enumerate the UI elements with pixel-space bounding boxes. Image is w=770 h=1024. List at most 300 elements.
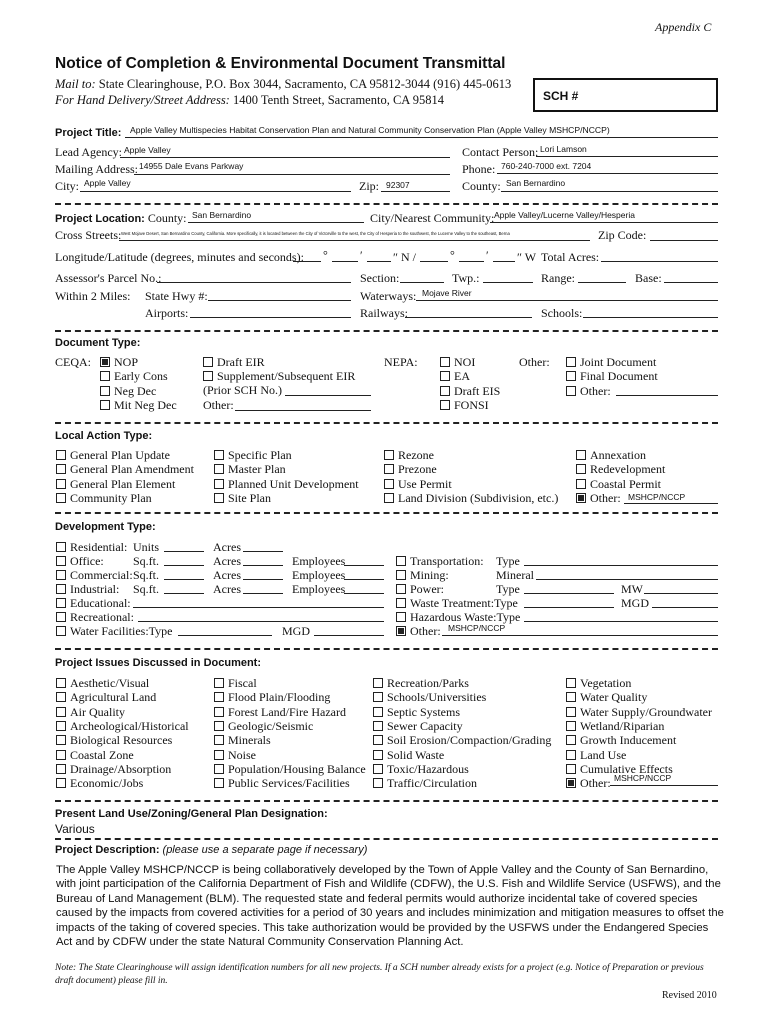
power-type-line[interactable] [524, 593, 614, 594]
sch-number-box[interactable] [533, 78, 718, 112]
mining-checkbox[interactable] [396, 570, 406, 580]
mailing-address-line [134, 174, 450, 175]
prezone-label: Prezone [398, 462, 437, 477]
industrial-employees-label: Employees [292, 582, 346, 596]
water-facilities-label: Water Facilities:Type [70, 624, 173, 638]
growth-inducement-label: Growth Inducement [580, 733, 677, 748]
solid-waste-checkbox[interactable] [373, 750, 383, 760]
residential-checkbox[interactable] [56, 542, 66, 552]
biological-resources-checkbox[interactable] [56, 735, 66, 745]
base-line[interactable] [664, 282, 718, 283]
land-use-checkbox[interactable] [566, 750, 576, 760]
office-sqft-label: Sq.ft. [133, 554, 160, 568]
recreational-line[interactable] [138, 621, 384, 622]
office-checkbox[interactable] [56, 556, 66, 566]
mit-neg-dec-checkbox[interactable] [100, 400, 110, 410]
wetland-riparian-checkbox[interactable] [566, 721, 576, 731]
air-quality-checkbox[interactable] [56, 707, 66, 717]
water-mgd-line[interactable] [314, 635, 384, 636]
soil-erosion-compaction-grading-label: Soil Erosion/Compaction/Grading [387, 733, 552, 748]
lat-deg-line[interactable] [293, 261, 321, 262]
city-label: City: [55, 179, 80, 193]
issues-other-line [610, 785, 718, 786]
minerals-label: Minerals [228, 733, 271, 748]
zip-value[interactable]: 92307 [386, 180, 410, 190]
rezone-checkbox[interactable] [384, 450, 394, 460]
industrial-label: Industrial: [70, 582, 120, 596]
hand-delivery-line [55, 93, 444, 108]
units-line[interactable] [164, 551, 204, 552]
project-title-value[interactable]: Apple Valley Multispecies Habitat Conservation Plan and Natural Community Conservation Plan (Apple Valley MSHCP/NCCP) [130, 125, 610, 135]
biological-resources-label: Biological Resources [70, 733, 173, 748]
waste-treatment-checkbox[interactable] [396, 598, 406, 608]
vegetation-checkbox[interactable] [566, 678, 576, 688]
apn-label: Assessor's Parcel No.: [55, 271, 162, 285]
project-location-row [55, 211, 187, 226]
contact-person-label: Contact Person: [462, 145, 539, 159]
agricultural-land-label: Agricultural Land [70, 690, 157, 705]
fiscal-label: Fiscal [228, 676, 257, 690]
final-document-checkbox[interactable] [566, 371, 576, 381]
office-acres-label: Acres [213, 554, 241, 568]
zip-line [381, 191, 450, 192]
annexation-label: Annexation [590, 448, 646, 462]
public-services-facilities-label: Public Services/Facilities [228, 776, 350, 791]
specific-plan-label: Specific Plan [228, 448, 292, 462]
economic-jobs-checkbox[interactable] [56, 778, 66, 788]
archeological-historical-label: Archeological/Historical [70, 718, 189, 733]
general-plan-update-checkbox[interactable] [56, 450, 66, 460]
water-mgd-label: MGD [282, 624, 311, 638]
office-acres-line[interactable] [243, 565, 283, 566]
recreation-parks-label: Recreation/Parks [387, 676, 469, 690]
doc-other-line[interactable] [616, 395, 718, 396]
planned-unit-development-label: Planned Unit Development [228, 476, 359, 491]
community-value[interactable]: Apple Valley/Lucerne Valley/Hesperia [494, 210, 635, 220]
sewer-capacity-checkbox[interactable] [373, 721, 383, 731]
residential-acres-label: Acres [213, 540, 241, 554]
form-title: Notice of Completion & Environmental Document Transmittal [55, 55, 506, 72]
rezone-label: Rezone [398, 448, 434, 462]
waterways-value[interactable]: Mojave River [422, 288, 472, 298]
office-employees-label: Employees [292, 554, 346, 568]
zip-code-line [650, 240, 718, 241]
appendix-label: Appendix C [655, 20, 712, 34]
power-checkbox[interactable] [396, 584, 406, 594]
industrial-sqft-line[interactable] [164, 593, 204, 594]
mit-neg-dec-label: Mit Neg Dec [114, 397, 177, 412]
contact-person-value[interactable]: Lori Lamson [540, 144, 587, 154]
apn-line[interactable] [157, 282, 351, 283]
growth-inducement-checkbox[interactable] [566, 735, 576, 745]
early-cons-checkbox[interactable] [100, 371, 110, 381]
base-label: Base: [635, 271, 662, 285]
agricultural-land-checkbox[interactable] [56, 692, 66, 702]
mail-to-line [55, 77, 511, 92]
toxic-hazardous-checkbox[interactable] [373, 764, 383, 774]
joint-document-checkbox[interactable] [566, 357, 576, 367]
land-division-subdivision-etc-checkbox[interactable] [384, 493, 394, 503]
airports-label: Airports: [145, 306, 189, 320]
commercial-employees-label: Employees [292, 568, 346, 582]
mailing-address-label: Mailing Address: [55, 162, 138, 176]
long-deg-symbol: ° [450, 248, 455, 262]
cumulative-effects-checkbox[interactable] [566, 764, 576, 774]
section-divider [55, 648, 718, 650]
industrial-sqft-label: Sq.ft. [133, 582, 160, 596]
county-value[interactable]: San Bernardino [506, 178, 566, 188]
noise-checkbox[interactable] [214, 750, 224, 760]
section-divider [55, 330, 718, 332]
commercial-acres-label: Acres [213, 568, 241, 582]
cross-streets-label: Cross Streets: [55, 228, 122, 242]
hazardous-waste-checkbox[interactable] [396, 612, 406, 622]
power-type-label: Type [496, 582, 520, 596]
general-plan-amendment-checkbox[interactable] [56, 464, 66, 474]
waterways-line [416, 300, 718, 301]
joint-document-label: Joint Document [580, 355, 657, 369]
ceqa-other-label: Other: [203, 398, 234, 412]
wetland-riparian-label: Wetland/Riparian [580, 718, 665, 733]
general-plan-update-label: General Plan Update [70, 448, 170, 462]
project-description-row [55, 842, 367, 857]
hazardous-waste-label: Hazardous Waste:Type [410, 610, 521, 624]
draft-eis-checkbox[interactable] [440, 386, 450, 396]
long-deg-line[interactable] [420, 261, 448, 262]
residential-acres-line[interactable] [243, 551, 283, 552]
ea-label: EA [454, 369, 470, 384]
annexation-checkbox[interactable] [576, 450, 586, 460]
nepa-label: NEPA: [384, 355, 418, 369]
long-sec-w: ″ W [517, 250, 537, 264]
project-description-text[interactable]: The Apple Valley MSHCP/NCCP is being collaboratively developed by the Town of Apple Valley and the County of San Bernardino, with joint participation of the California Department of Fish and Wildlife (CDFW), the U.S. Fish and Wildlife Service (USFWS), and the Bureau of Land Management (BLM). The requested state and federal permits would authorize incidental take of covered species caused by the impacts from covered activities for a period of 30 years and includes minimization and mitigation measures to offset the impacts of the taking of covered species. This take authorization would be provided by the USFWS under the Endangered Species Act and by CDFW under the state Natural Community Conservation Planning Act. [56, 864, 724, 949]
early-cons-label: Early Cons [114, 369, 168, 384]
city-value[interactable]: Apple Valley [84, 178, 131, 188]
master-plan-label: Master Plan [228, 462, 286, 477]
general-plan-element-checkbox[interactable] [56, 479, 66, 489]
office-label: Office: [70, 554, 104, 568]
coastal-permit-label: Coastal Permit [590, 476, 661, 491]
phone-line [497, 173, 718, 174]
traffic-circulation-checkbox[interactable] [373, 778, 383, 788]
commercial-label: Commercial: [70, 568, 133, 582]
airports-line[interactable] [190, 317, 351, 318]
commercial-employees-line[interactable] [344, 579, 384, 580]
total-acres-line[interactable] [601, 261, 718, 262]
lat-deg-symbol: ° [323, 248, 328, 262]
land-use-header: Present Land Use/Zoning/General Plan Designation: [55, 808, 328, 820]
section-label: Section: [360, 271, 400, 285]
economic-jobs-label: Economic/Jobs [70, 776, 144, 791]
forest-land-fire-hazard-label: Forest Land/Fire Hazard [228, 704, 346, 719]
within-2-miles-label: Within 2 Miles: [55, 289, 131, 303]
public-services-facilities-checkbox[interactable] [214, 778, 224, 788]
drainage-absorption-checkbox[interactable] [56, 764, 66, 774]
use-permit-label: Use Permit [398, 476, 452, 491]
recreational-label: Recreational: [70, 610, 134, 624]
development-other-checkbox[interactable] [396, 626, 406, 636]
hand-delivery-address: 1400 Tenth Street, Sacramento, CA 95814 [232, 93, 445, 107]
noise-label: Noise [228, 747, 256, 762]
document-type-header: Document Type: [55, 337, 141, 349]
project-title-label: Project Title: [55, 127, 122, 139]
cumulative-effects-label: Cumulative Effects [580, 761, 673, 776]
schools-universities-label: Schools/Universities [387, 690, 487, 705]
coastal-zone-label: Coastal Zone [70, 747, 134, 762]
solid-waste-label: Solid Waste [387, 747, 445, 762]
section-divider [55, 512, 718, 514]
population-housing-balance-label: Population/Housing Balance [228, 761, 366, 776]
section-divider [55, 422, 718, 424]
transportation-type-label: Type [496, 554, 520, 568]
industrial-employees-line[interactable] [344, 593, 384, 594]
land-use-label: Land Use [580, 747, 627, 762]
air-quality-label: Air Quality [70, 704, 125, 719]
schools-label: Schools: [541, 306, 583, 320]
location-county-line [188, 222, 364, 223]
archeological-historical-checkbox[interactable] [56, 721, 66, 731]
septic-systems-label: Septic Systems [387, 704, 461, 719]
community-plan-checkbox[interactable] [56, 493, 66, 503]
long-min-symbol: ′ [486, 248, 489, 262]
fonsi-checkbox[interactable] [440, 400, 450, 410]
minerals-checkbox[interactable] [214, 735, 224, 745]
supplement-subsequent-eir-label: Supplement/Subsequent EIR [217, 369, 356, 384]
commercial-sqft-label: Sq.ft. [133, 568, 160, 582]
state-hwy-label: State Hwy #: [145, 289, 208, 303]
transportation-type-line[interactable] [524, 565, 718, 566]
geologic-seismic-label: Geologic/Seismic [228, 718, 314, 733]
long-sec-line[interactable] [493, 261, 515, 262]
land-use-value[interactable]: Various [55, 822, 95, 836]
city-line [80, 191, 351, 192]
draft-eir-label: Draft EIR [217, 355, 265, 369]
section-divider [55, 203, 718, 205]
septic-systems-checkbox[interactable] [373, 707, 383, 717]
revised-label: Revised 2010 [662, 990, 717, 1001]
development-other-value[interactable]: MSHCP/NCCP [448, 623, 506, 633]
coastal-permit-checkbox[interactable] [576, 479, 586, 489]
planned-unit-development-checkbox[interactable] [214, 479, 224, 489]
mw-label: MW [621, 582, 643, 596]
zip-code-label: Zip Code: [598, 228, 647, 242]
development-other-label: Other: [410, 624, 441, 638]
neg-dec-checkbox[interactable] [100, 386, 110, 396]
office-sqft-line[interactable] [164, 565, 204, 566]
mw-line[interactable] [644, 593, 718, 594]
other-label: Other: [580, 383, 611, 398]
waterways-label: Waterways: [360, 289, 417, 303]
phone-label: Phone: [462, 162, 496, 176]
water-quality-checkbox[interactable] [566, 692, 576, 702]
phone-value[interactable]: 760-240-7000 ext. 7204 [501, 161, 592, 171]
other-label: Other: [580, 776, 611, 791]
cross-streets-value[interactable]: West Mojave Desert, San Bernardino County, California. More specifically, it is located between the City of Victorville to the west, the City of Hesperia to the southwest, the Lucerne Valley to the southeast, Berna [121, 231, 510, 236]
development-type-header: Development Type: [55, 521, 156, 533]
mailing-address-value[interactable]: 14955 Dale Evans Parkway [139, 161, 244, 171]
office-employees-line[interactable] [344, 565, 384, 566]
master-plan-checkbox[interactable] [214, 464, 224, 474]
aesthetic-visual-label: Aesthetic/Visual [70, 676, 150, 690]
redevelopment-checkbox[interactable] [576, 464, 586, 474]
draft-eir-checkbox[interactable] [203, 357, 213, 367]
vegetation-label: Vegetation [580, 676, 632, 690]
transportation-checkbox[interactable] [396, 556, 406, 566]
noi-checkbox[interactable] [440, 357, 450, 367]
prezone-checkbox[interactable] [384, 464, 394, 474]
state-hwy-line[interactable] [208, 300, 351, 301]
other-checkbox[interactable] [576, 493, 586, 503]
water-facilities-line[interactable] [178, 635, 272, 636]
ceqa-label: CEQA: [55, 355, 91, 369]
supplement-subsequent-eir-checkbox[interactable] [203, 371, 213, 381]
site-plan-checkbox[interactable] [214, 493, 224, 503]
total-acres-label: Total Acres: [541, 250, 600, 264]
noi-label: NOI [454, 355, 476, 369]
project-location-header: Project Location: [55, 213, 145, 225]
long-min-line[interactable] [459, 261, 484, 262]
sch-label: SCH # [543, 89, 579, 103]
waste-mgd-line[interactable] [652, 607, 718, 608]
mineral-line[interactable] [536, 579, 718, 580]
community-plan-label: Community Plan [70, 490, 152, 505]
forest-land-fire-hazard-checkbox[interactable] [214, 707, 224, 717]
water-supply-groundwater-label: Water Supply/Groundwater [580, 704, 712, 719]
ea-checkbox[interactable] [440, 371, 450, 381]
ceqa-other-line[interactable] [235, 410, 371, 411]
power-label: Power: [410, 582, 444, 596]
aesthetic-visual-checkbox[interactable] [56, 678, 66, 688]
water-facilities-checkbox[interactable] [56, 626, 66, 636]
lead-agency-line [120, 157, 450, 158]
fonsi-label: FONSI [454, 397, 489, 412]
county-label: County: [462, 179, 501, 193]
residential-label: Residential: [70, 540, 128, 554]
educational-checkbox[interactable] [56, 598, 66, 608]
cross-streets-line [119, 240, 590, 241]
other-checkbox[interactable] [566, 778, 576, 788]
industrial-acres-label: Acres [213, 582, 241, 596]
recreation-parks-checkbox[interactable] [373, 678, 383, 688]
lead-agency-label: Lead Agency: [55, 145, 122, 159]
industrial-checkbox[interactable] [56, 584, 66, 594]
doc-other-label: Other: [519, 355, 550, 369]
range-line[interactable] [578, 282, 626, 283]
general-plan-element-label: General Plan Element [70, 476, 176, 491]
commercial-acres-line[interactable] [243, 579, 283, 580]
educational-line[interactable] [133, 607, 384, 608]
railways-label: Railways: [360, 306, 408, 320]
prior-sch-line[interactable] [285, 395, 371, 396]
location-county-label: County: [147, 211, 187, 225]
county-line [501, 191, 718, 192]
mail-to-address: State Clearinghouse, P.O. Box 3044, Sacramento, CA 95812-3044 (916) 445-0613 [98, 77, 512, 91]
local-action-other-value[interactable]: MSHCP/NCCP [628, 492, 686, 502]
lat-sec-line[interactable] [367, 261, 391, 262]
lead-agency-value[interactable]: Apple Valley [124, 145, 171, 155]
development-other-line [442, 635, 718, 636]
project-issues-header: Project Issues Discussed in Document: [55, 657, 262, 669]
transportation-label: Transportation: [410, 554, 484, 568]
other-checkbox[interactable] [566, 386, 576, 396]
population-housing-balance-checkbox[interactable] [214, 764, 224, 774]
soil-erosion-compaction-grading-checkbox[interactable] [373, 735, 383, 745]
redevelopment-label: Redevelopment [590, 462, 666, 477]
flood-plain-flooding-label: Flood Plain/Flooding [228, 690, 331, 705]
section-divider [55, 838, 718, 840]
longlat-label: Longitude/Latitude (degrees, minutes and seconds): [55, 250, 304, 264]
footer-note: Note: The State Clearinghouse will assign identification numbers for all new projects. If a SCH number already exists for a project (e.g. Notice of Preparation or previous draft document) please fill in. [55, 963, 704, 986]
range-label: Range: [541, 271, 575, 285]
schools-universities-checkbox[interactable] [373, 692, 383, 702]
hand-delivery-label: For Hand Delivery/Street Address: [55, 93, 230, 107]
prior-sch-label: (Prior SCH No.) [203, 383, 283, 397]
local-action-header: Local Action Type: [55, 430, 153, 442]
land-division-subdivision-etc-label: Land Division (Subdivision, etc.) [398, 490, 559, 505]
community-label: City/Nearest Community: [370, 211, 495, 225]
project-description-header: Project Description: [55, 844, 160, 856]
zip-label: Zip: [359, 179, 379, 193]
site-plan-label: Site Plan [228, 490, 272, 505]
waste-treatment-line[interactable] [524, 607, 614, 608]
lat-sec-n: ″ N / [393, 250, 416, 264]
waste-treatment-label: Waste Treatment:Type [410, 596, 518, 610]
units-label: Units [133, 540, 160, 554]
project-title-line [125, 137, 718, 138]
educational-label: Educational: [70, 596, 131, 610]
location-county-value[interactable]: San Bernardino [192, 210, 252, 220]
use-permit-checkbox[interactable] [384, 479, 394, 489]
twp-line[interactable] [483, 282, 533, 283]
mail-to-label: Mail to: [55, 77, 96, 91]
hazardous-waste-line[interactable] [524, 621, 718, 622]
geologic-seismic-checkbox[interactable] [214, 721, 224, 731]
traffic-circulation-label: Traffic/Circulation [387, 776, 477, 791]
schools-line[interactable] [583, 317, 718, 318]
section-line[interactable] [400, 282, 444, 283]
industrial-acres-line[interactable] [243, 593, 283, 594]
contact-person-line [536, 156, 718, 157]
railways-line[interactable] [405, 317, 532, 318]
fiscal-checkbox[interactable] [214, 678, 224, 688]
twp-label: Twp.: [452, 271, 480, 285]
sewer-capacity-label: Sewer Capacity [387, 718, 463, 733]
issues-other-value[interactable]: MSHCP/NCCP [614, 773, 672, 783]
flood-plain-flooding-checkbox[interactable] [214, 692, 224, 702]
nop-checkbox[interactable] [100, 357, 110, 367]
nop-label: NOP [114, 355, 139, 369]
lat-min-line[interactable] [332, 261, 358, 262]
general-plan-amendment-label: General Plan Amendment [70, 462, 194, 477]
waste-mgd-label: MGD [621, 596, 650, 610]
project-description-note: (please use a separate page if necessary) [162, 844, 368, 856]
water-supply-groundwater-checkbox[interactable] [566, 707, 576, 717]
section-divider [55, 800, 718, 802]
mineral-label: Mineral [496, 568, 534, 582]
lat-min-symbol: ′ [360, 248, 363, 262]
recreational-checkbox[interactable] [56, 612, 66, 622]
commercial-checkbox[interactable] [56, 570, 66, 580]
neg-dec-label: Neg Dec [114, 383, 157, 398]
commercial-sqft-line[interactable] [164, 579, 204, 580]
mining-label: Mining: [410, 568, 449, 582]
draft-eis-label: Draft EIS [454, 383, 501, 398]
other-label: Other: [590, 490, 621, 505]
coastal-zone-checkbox[interactable] [56, 750, 66, 760]
specific-plan-checkbox[interactable] [214, 450, 224, 460]
local-action-other-line [624, 503, 718, 504]
final-document-label: Final Document [580, 369, 658, 384]
